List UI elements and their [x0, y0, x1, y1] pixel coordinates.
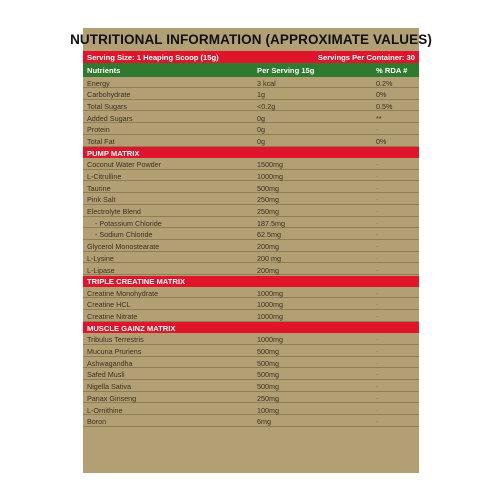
rda-value: 0% [376, 137, 387, 146]
table-row [83, 182, 419, 193]
header-rda: % RDA # [376, 66, 408, 75]
rda-value: - [376, 265, 379, 275]
table-row [83, 77, 419, 88]
table-row [83, 311, 419, 322]
rda-value: - [376, 230, 379, 240]
table-row [83, 404, 419, 415]
per-serving-value: 500mg [257, 358, 279, 368]
nutrient-name: Creatine Monohydrate [87, 288, 159, 298]
nutrient-name: Pink Salt [87, 195, 116, 205]
per-serving-value: 500mg [257, 370, 279, 380]
nutrient-name: Added Sugars [87, 113, 133, 123]
per-serving-value: 62.5mg [257, 230, 281, 240]
per-serving-value: 500mg [257, 347, 279, 356]
section-header [83, 322, 419, 333]
nutrient-name: Total Sugars [87, 101, 127, 111]
table-row [83, 357, 419, 368]
nutrient-name: Energy [87, 78, 110, 88]
nutrient-name: Nigella Sativa [87, 382, 131, 392]
per-serving-value: 250mg [257, 207, 279, 216]
per-serving-value: <0.2g [257, 101, 276, 111]
per-serving-value: 1000mg [257, 171, 283, 181]
rda-value: - [376, 312, 379, 322]
table-row [83, 287, 419, 298]
rda-value: - [376, 183, 379, 193]
nutrient-name: Creatine HCL [87, 300, 131, 310]
table-row [83, 369, 419, 380]
section-header [83, 276, 419, 287]
table-row [83, 136, 419, 147]
nutrition-panel [70, 28, 432, 473]
nutrient-name: - Potassium Chloride [95, 218, 162, 228]
per-serving-value: 200 mg [257, 253, 281, 263]
rda-value: - [376, 358, 379, 368]
nutrient-name: L-Citrulline [87, 171, 122, 181]
per-serving-value: 1000mg [257, 288, 283, 298]
nutrient-name: Electrolyte Blend [87, 207, 141, 216]
per-serving-value: 0g [257, 137, 265, 146]
nutrient-name: Taurine [87, 183, 111, 193]
nutrient-name: Creatine Nitrate [87, 312, 138, 322]
panel-title: NUTRITIONAL INFORMATION (APPROXIMATE VALUES) [70, 31, 432, 47]
rda-value: - [376, 160, 379, 170]
header-per-serving: Per Serving 15g [257, 66, 315, 75]
nutrient-name: Tribulus Terrestris [87, 335, 144, 345]
per-serving-value: 500mg [257, 382, 279, 392]
table-row [83, 346, 419, 357]
section-title: PUMP MATRIX [87, 148, 140, 158]
table-row [83, 170, 419, 181]
per-serving-value: 1000mg [257, 312, 283, 322]
servings-per-container: Servings Per Container: 30 [317, 53, 415, 62]
rda-value: - [376, 125, 379, 135]
table-row [83, 89, 419, 100]
per-serving-value: 1500mg [257, 160, 283, 170]
per-serving-value: 1g [257, 90, 265, 100]
rda-value: - [376, 195, 379, 205]
rda-value: - [376, 347, 379, 356]
rda-value: 0% [376, 90, 387, 100]
table-row [83, 334, 419, 345]
table-row [83, 124, 419, 135]
per-serving-value: 1000mg [257, 300, 283, 310]
rda-value: - [376, 300, 379, 310]
section-title: MUSCLE GAINZ MATRIX [87, 323, 176, 333]
nutrient-name: L-Ornithine [87, 405, 123, 415]
table-row [83, 392, 419, 403]
header-nutrients: Nutrients [87, 66, 121, 75]
rda-value: - [376, 417, 379, 427]
rda-value: - [376, 218, 379, 228]
table-row [83, 264, 419, 275]
table-row [83, 229, 419, 240]
table-row [83, 206, 419, 217]
nutrient-name: Mucuna Pruriens [87, 347, 142, 356]
table-row [83, 299, 419, 310]
serving-size: Serving Size: 1 Heaping Scoop (15g) [87, 53, 219, 62]
section-header [83, 147, 419, 158]
per-serving-value: 250mg [257, 393, 279, 403]
per-serving-value: 0g [257, 113, 265, 123]
rda-value: - [376, 253, 379, 263]
per-serving-value: 200mg [257, 265, 279, 275]
rda-value: - [376, 242, 379, 252]
table-row [83, 112, 419, 123]
per-serving-value: 500mg [257, 183, 279, 193]
per-serving-value: 200mg [257, 242, 279, 252]
nutrient-name: Coconut Water Powder [87, 160, 162, 170]
nutrient-name: L-Lipase [87, 265, 115, 275]
rda-value: - [376, 288, 379, 298]
table-row [83, 100, 419, 111]
nutrient-name: Ashwagandha [87, 358, 133, 368]
nutrient-name: L-Lysine [87, 253, 114, 263]
nutrient-name: Carbohydrate [87, 90, 131, 100]
table-row [83, 194, 419, 205]
per-serving-value: 100mg [257, 405, 279, 415]
nutrient-name: Protein [87, 125, 110, 135]
per-serving-value: 0g [257, 125, 265, 135]
column-header [83, 63, 419, 77]
table-row [83, 381, 419, 392]
rda-value: - [376, 405, 379, 415]
rda-value: - [376, 171, 379, 181]
serving-bar [83, 51, 419, 63]
section-title: TRIPLE CREATINE MATRIX [87, 277, 186, 287]
table-row [83, 252, 419, 263]
rda-value: - [376, 393, 379, 403]
per-serving-value: 3 kcal [257, 78, 276, 88]
rda-value: ** [376, 113, 382, 123]
nutrient-name: Glycerol Monostearate [87, 242, 160, 252]
nutrient-name: Safed Musli [87, 370, 125, 380]
per-serving-value: 6mg [257, 417, 271, 427]
nutrient-name: Boron [87, 417, 107, 427]
rda-value: - [376, 382, 379, 392]
table-row [83, 416, 419, 427]
rda-value: - [376, 335, 379, 345]
nutrient-name: - Sodium Chloride [95, 230, 153, 240]
rda-value: 0.2% [376, 78, 393, 88]
per-serving-value: 187.5mg [257, 218, 285, 228]
rda-value: - [376, 207, 379, 216]
table-row [83, 217, 419, 228]
nutrient-name: Panax Ginseng [87, 393, 137, 403]
per-serving-value: 250mg [257, 195, 279, 205]
nutrient-name: Total Fat [87, 137, 115, 146]
rda-value: 0.5% [376, 101, 393, 111]
table-row [83, 159, 419, 170]
per-serving-value: 1000mg [257, 335, 283, 345]
table-row [83, 241, 419, 252]
rda-value: - [376, 370, 379, 380]
